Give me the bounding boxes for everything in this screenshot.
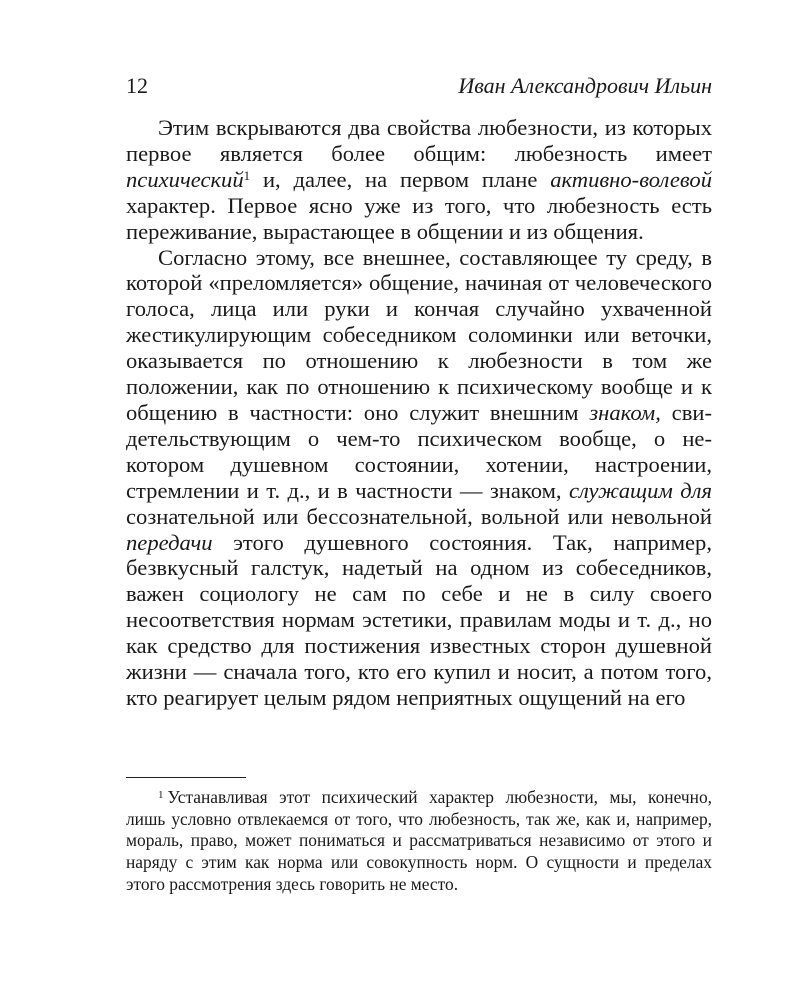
paragraph-2-text-2: свидетельствующим о чем-то психическом вообще, о некотором душевном состоянии, хотении, настроении, стремлении и т. д., и в частности — знаком, — [126, 399, 712, 503]
footnote-mark: 1 — [158, 789, 164, 801]
footnote-divider — [126, 777, 246, 778]
paragraph-2-text-1: Согласно этому, все внешнее, составляющее ту среду, в которой «преломляется» общение, начиная от человеческого голоса, лица или руки и кончая случайно ухваченной жестикулирующим собеседником соломинки или веточки, оказывается по отношению к любезности в том же положении, как по отношению к психическому вообще и к общению в частности: оно служит внешним — [126, 244, 712, 425]
running-head-author: Иван Александрович Ильин — [458, 73, 712, 98]
emphasis-serving-for: служащим для — [568, 477, 712, 503]
page-number: 12 — [126, 73, 148, 98]
paragraph-1 — [126, 115, 712, 245]
paragraph-1-text-3: характер. Первое ясно уже из того, что любезность есть переживание, вырастающее в общении и из общения. — [126, 192, 712, 244]
emphasis-psychic: психический — [126, 166, 244, 192]
footnote-reference[interactable]: 1 — [243, 167, 251, 183]
footnote — [126, 787, 712, 896]
footnote-paragraph — [126, 787, 712, 896]
paragraph-2 — [126, 245, 712, 711]
running-header — [126, 73, 712, 99]
footnote-text: Устанавливая этот психический характер любезности, мы, конечно, лишь условно отвлекаемся от того, что любезность, так же, как и, например, мораль, право, может пониматься и рассматриваться независимо от этого и наряду с этим как норма или совокупность норм. О сущности и пределах этого рассмотрения здесь говорить не место. — [126, 787, 712, 894]
emphasis-active-volitional: активно-волевой — [550, 166, 712, 192]
paragraph-2-text-3: сознательной или бессознательной, вольной или невольной — [126, 503, 712, 529]
paragraph-1-text-1: Этим вскрываются два свойства любезности, из которых первое является более общим: любезность имеет — [126, 115, 712, 166]
emphasis-transmission: передачи — [126, 529, 213, 555]
paragraph-1-text-2: и, далее, на первом плане — [250, 166, 551, 192]
emphasis-sign: знаком, — [589, 399, 661, 425]
paragraph-2-text-4: этого душевного состояния. Так, например, безвкусный галстук, надетый на одном из собеседников, важен социологу не сам по себе и не в силу своего несоответствия нормам эстетики, правилам моды и т. д., но как средство для постижения известных сторон душевной жизни — сначала того, кто его купил и носит, а потом того, кто реагирует целым рядом неприятных ощущений на его — [126, 529, 712, 710]
main-text — [126, 115, 712, 711]
